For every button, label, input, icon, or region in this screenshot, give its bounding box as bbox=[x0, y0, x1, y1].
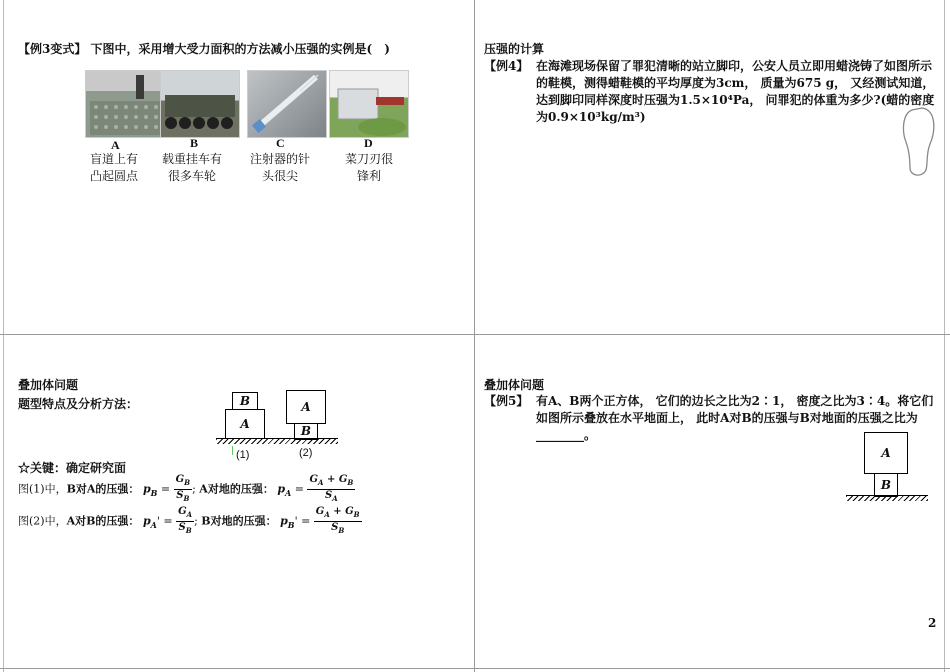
option-d-letter: D bbox=[364, 136, 373, 150]
q4-label: 【例5】 bbox=[484, 394, 529, 408]
q4-box-b: B bbox=[874, 473, 898, 497]
tactile-paving-photo bbox=[85, 70, 165, 138]
fig2-box-b: B bbox=[294, 423, 318, 440]
horizontal-divider bbox=[0, 334, 950, 335]
formula-fig2-prefix: 图(2)中， bbox=[18, 514, 67, 528]
truck-photo bbox=[160, 70, 240, 138]
fig1-box-b: B bbox=[232, 392, 258, 410]
q2-label: 【例4】 bbox=[484, 59, 529, 73]
vertical-divider bbox=[474, 0, 475, 672]
option-d-caption-line2: 锋利 bbox=[356, 169, 381, 183]
formula-fig1: 图(1)中，B对A的压强： $p_B$ = $\frac{G_B}{S_B}$ ; A对地的压强： $p_A$ = $\frac{G_A + G_B}{S_A}$ bbox=[18, 474, 354, 503]
option-a-caption bbox=[84, 151, 144, 185]
option-c-letter: C bbox=[276, 136, 285, 150]
q3-subtitle: 题型特点及分析方法： bbox=[18, 397, 139, 411]
option-b-caption-line1: 载重挂车有 bbox=[161, 152, 222, 166]
option-a-caption-line1: 盲道上有 bbox=[89, 152, 138, 166]
q4-body: 有A、B两个正方体， 它们的边长之比为2∶1， 密度之比为3∶4。将它们如图所示叠放在水平地面上， 此时A对B的压强与B对地面的压强之比为________。 bbox=[536, 394, 934, 442]
bottom-divider bbox=[0, 668, 950, 669]
formula-fig1-mid: A对地的压强： bbox=[199, 482, 274, 496]
q2-body: 在海滩现场保留了罪犯清晰的站立脚印，公安人员立即用蜡浇铸了如图所示的鞋模，测得蜡鞋模的平均厚度为3cm， 质量为675 g， 又经测试知道， 达到脚印同样深度时压强为1.5×10⁴Pa， 问罪犯的体重为多少?(蜡的密度为0.9×10³kg/m³) bbox=[536, 59, 935, 124]
option-b-letter: B bbox=[190, 136, 199, 150]
formula-fig2-mid: B对地的压强： bbox=[201, 514, 277, 528]
option-c-caption-line1: 注射器的针 bbox=[249, 152, 310, 166]
formula-fig1-subject: B对A的压强： bbox=[66, 482, 140, 496]
figure-ground bbox=[216, 438, 338, 444]
q2-section-title: 压强的计算 bbox=[484, 42, 545, 56]
option-c-caption bbox=[242, 151, 318, 185]
option-a-caption-line2: 凸起圆点 bbox=[89, 169, 138, 183]
option-a-letter: A bbox=[111, 138, 120, 152]
cleaver-photo bbox=[329, 70, 409, 138]
fig1-box-a: A bbox=[225, 409, 265, 439]
option-c-caption-line2: 头很尖 bbox=[261, 169, 298, 183]
formula-fig2: 图(2)中，A对B的压强： $p_A'$ = $\frac{G_A}{S_B}$ ; B对地的压强： $p_B'$ = $\frac{G_A + G_B}{S_B}$ bbox=[18, 506, 360, 535]
option-d-caption bbox=[334, 151, 404, 185]
q4-section-title: 叠加体问题 bbox=[484, 378, 545, 392]
formula-fig2-subject: A对B的压强： bbox=[66, 514, 140, 528]
syringe-photo bbox=[247, 70, 327, 138]
fig1-label: (1) bbox=[236, 449, 250, 461]
q1-heading: 【例3变式】 下图中，采用增大受力面积的方法减小压强的实例是( ) bbox=[18, 42, 390, 56]
option-b-caption bbox=[154, 151, 230, 185]
fig2-label: (2) bbox=[299, 447, 313, 459]
fig2-box-a: A bbox=[286, 390, 326, 424]
option-b-caption-line2: 很多车轮 bbox=[167, 169, 216, 183]
option-d-caption-line1: 菜刀刃很 bbox=[344, 152, 393, 166]
page-number: 2 bbox=[928, 616, 937, 630]
shoe-print-figure bbox=[898, 104, 944, 180]
q4-ground bbox=[846, 495, 928, 501]
q3-key: ☆关键：确定研究面 bbox=[18, 461, 127, 475]
q3-section-title: 叠加体问题 bbox=[18, 378, 79, 392]
formula-fig1-prefix: 图(1)中， bbox=[18, 482, 67, 496]
fig1-marker bbox=[232, 446, 233, 455]
q4-box-a: A bbox=[864, 432, 908, 474]
